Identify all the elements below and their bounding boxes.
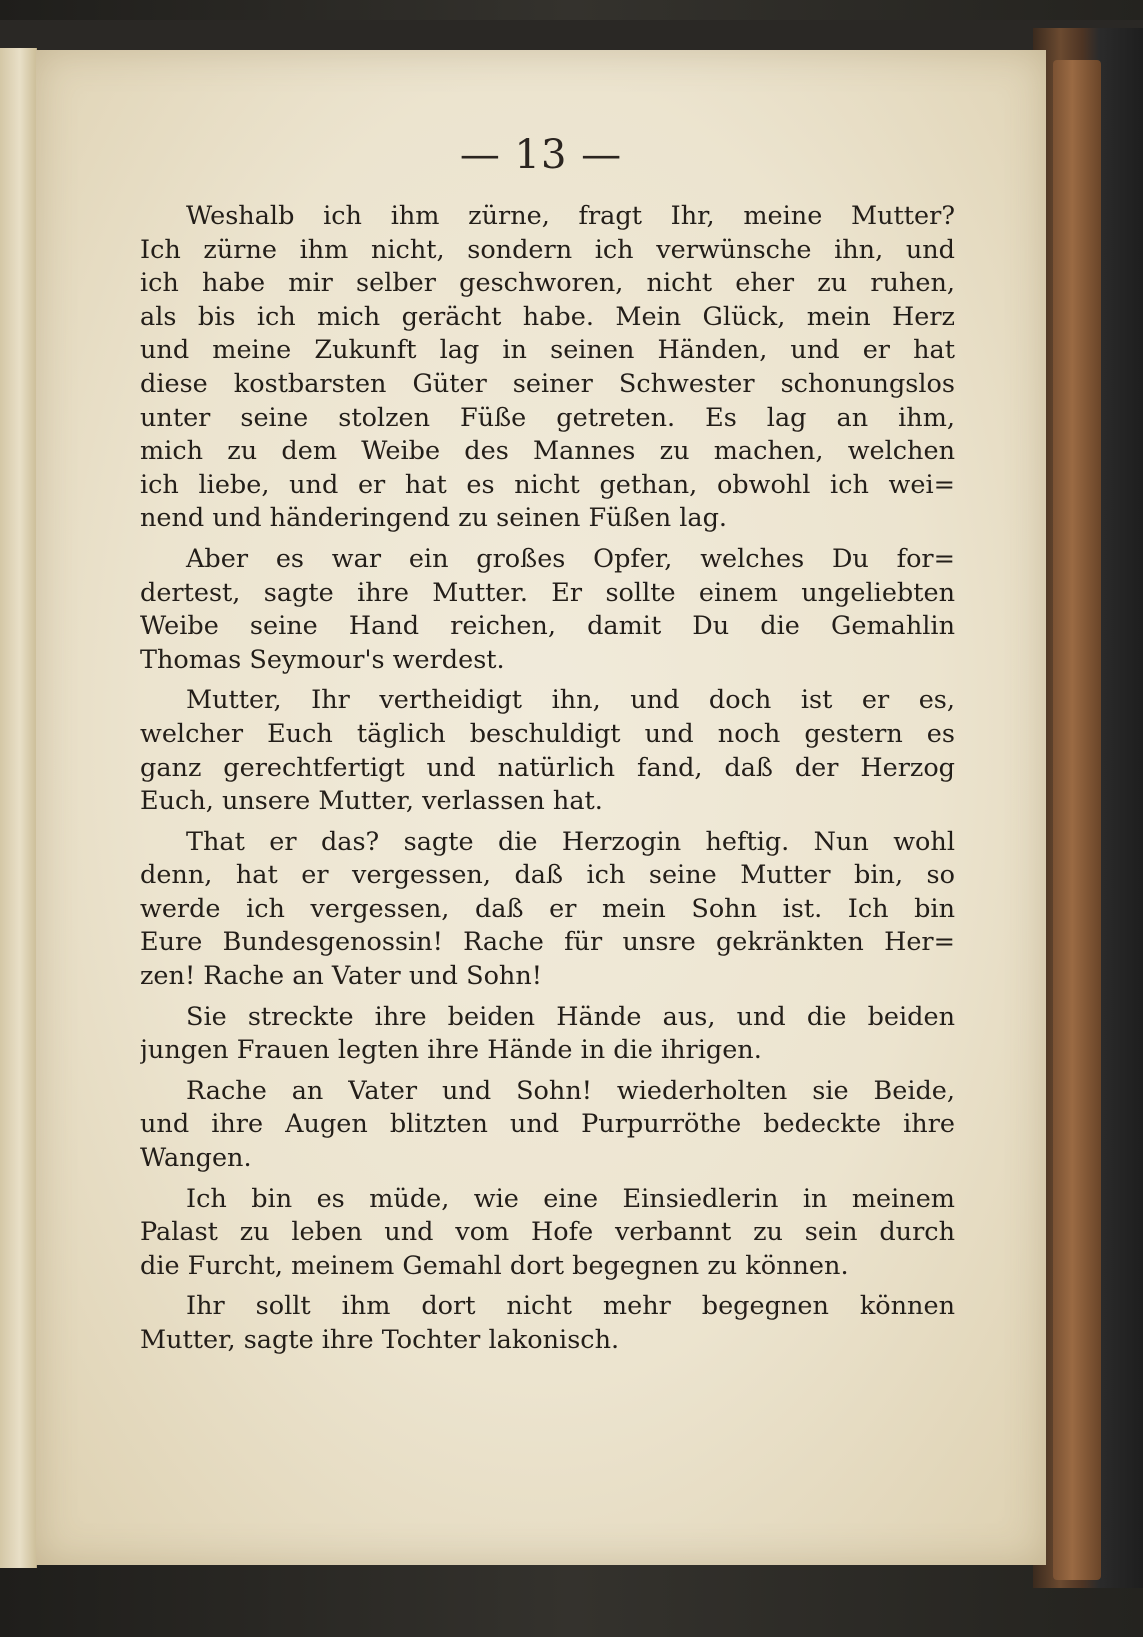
paragraph-1 [140,200,955,536]
text-line: ich liebe, und er hat es nicht gethan, obwohl ich wei= [140,469,955,500]
text-line: Aber es war ein großes Opfer, welches Du for= [186,543,955,574]
text-line: Mutter, sagte ihre Tochter lakonisch. [140,1325,620,1355]
text-line: Ich zürne ihm nicht, sondern ich verwünsche ihn, und [140,234,955,265]
text-line: welcher Euch täglich beschuldigt und noch gestern es [140,718,955,749]
text-line: Eure Bundesgenossin! Rache für unsre gekränkten Her= [140,927,955,958]
paragraph-5 [140,1001,955,1068]
text-line: Mutter, Ihr vertheidigt ihn, und doch ist er es, [186,685,955,716]
text-line: unter seine stolzen Füße getreten. Es lag an ihm, [140,402,955,433]
paragraph-4 [140,826,955,994]
text-line: diese kostbarsten Güter seiner Schwester schonungslos [140,368,955,399]
text-line: dertest, sagte ihre Mutter. Er sollte einem ungeliebten [140,577,955,608]
text-line: und meine Zukunft lag in seinen Händen, und er hat [140,335,955,366]
paragraph-2 [140,543,955,677]
body-text [140,200,955,1365]
text-line: denn, hat er vergessen, daß ich seine Mutter bin, so [140,860,955,891]
text-line: jungen Frauen legten ihre Hände in die ihrigen. [140,1035,762,1066]
text-line: Ich bin es müde, wie eine Einsiedlerin in meinem [186,1183,955,1214]
gutter-edge [0,48,37,1568]
paragraph-7 [140,1183,955,1284]
page-number: — 13 — [459,132,623,178]
text-line: nend und händeringend zu seinen Füßen lag. [140,503,728,534]
text-line: Euch, unsere Mutter, verlassen hat. [140,786,603,817]
paragraph-3 [140,684,955,818]
text-line: Thomas Seymour's werdest. [140,644,505,675]
text-line: mich zu dem Weibe des Mannes zu machen, welchen [140,436,955,467]
text-line: Weshalb ich ihm zürne, fragt Ihr, meine Mutter? [186,201,955,231]
book-page [36,50,1046,1565]
text-line: Ihr sollt ihm dort nicht mehr begegnen können [186,1291,955,1322]
text-line: Wangen. [140,1143,252,1174]
text-line: als bis ich mich gerächt habe. Mein Glück, mein Herz [140,301,955,332]
text-line: Rache an Vater und Sohn! wiederholten sie Beide, [186,1075,955,1106]
leather-binding [1053,60,1101,1580]
text-line: ich habe mir selber geschworen, nicht eher zu ruhen, [140,268,955,299]
text-line: und ihre Augen blitzten und Purpurröthe bedeckte ihre [140,1109,955,1140]
paragraph-8 [140,1290,955,1357]
text-line: Palast zu leben und vom Hofe verbannt zu sein durch [140,1217,955,1248]
text-line: zen! Rache an Vater und Sohn! [140,961,543,992]
text-line: That er das? sagte die Herzogin heftig. Nun wohl [186,826,955,857]
text-line: ganz gerechtfertigt und natürlich fand, daß der Herzog [140,752,955,783]
paragraph-6 [140,1075,955,1176]
text-line: werde ich vergessen, daß er mein Sohn ist. Ich bin [140,893,955,924]
text-line: Sie streckte ihre beiden Hände aus, und die beiden [186,1001,955,1032]
text-line: Weibe seine Hand reichen, damit Du die Gemahlin [140,611,955,642]
text-line: die Furcht, meinem Gemahl dort begegnen zu können. [140,1250,849,1281]
